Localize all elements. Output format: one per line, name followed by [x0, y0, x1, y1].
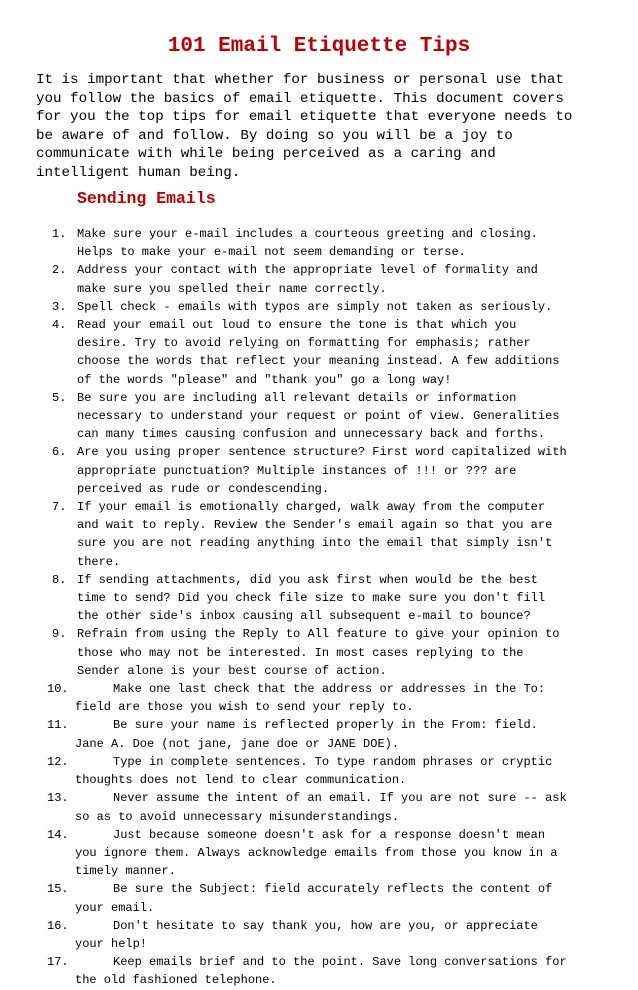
- list-item-line: Spell check - emails with typos are simply not taken as seriously.: [77, 299, 553, 314]
- list-item: [0, 298, 638, 316]
- list-item-line: and wait to reply. Review the Sender's email again so that you are: [77, 518, 553, 533]
- page-title: 101 Email Etiquette Tips: [167, 35, 471, 58]
- list-item-line: Type in complete sentences. To type random phrases or cryptic: [113, 754, 553, 769]
- list-item: [0, 316, 638, 389]
- list-item-line: Sender alone is your best course of action.: [77, 663, 387, 678]
- list-item-line: make sure you spelled their name correctly.: [77, 281, 387, 296]
- intro-line: intelligent human being.: [36, 164, 241, 181]
- list-item: [0, 498, 638, 571]
- list-item-line: so as to avoid unnecessary misunderstandings.: [75, 809, 400, 824]
- tips-list: [0, 225, 638, 990]
- list-item-number: 7.: [52, 500, 67, 515]
- list-item-text: [0, 225, 638, 261]
- list-item-number: 17.: [47, 955, 69, 970]
- list-item-line: Helps to make your e-mail not seem demanding or terse.: [77, 245, 466, 260]
- list-item-number: 11.: [47, 718, 69, 733]
- list-item-line: Be sure the Subject: field accurately reflects the content of: [113, 882, 553, 897]
- list-item-number: 6.: [52, 445, 67, 460]
- list-item-text: [0, 298, 638, 316]
- list-item-line: Jane A. Doe (not jane, jane doe or JANE DOE).: [75, 736, 400, 751]
- list-item: [0, 917, 638, 953]
- list-item-line: Don't hesitate to say thank you, how are you, or appreciate: [113, 918, 538, 933]
- list-item-line: If your email is emotionally charged, walk away from the computer: [77, 500, 546, 515]
- list-item-line: of the words "please" and "thank you" go a long way!: [77, 372, 452, 387]
- intro-line: be aware of and follow. By doing so you will be a joy to: [36, 127, 513, 144]
- list-item-line: Make one last check that the address or addresses in the To:: [113, 682, 546, 697]
- list-item-number: 2.: [52, 263, 67, 278]
- list-item-number: 9.: [52, 627, 67, 642]
- list-item-line: can many times causing confusion and unnecessary back and forths.: [77, 427, 546, 442]
- list-item-line: desire. Try to avoid relying on formatting for emphasis; rather: [77, 336, 531, 351]
- list-item-line: Never assume the intent of an email. If you are not sure -- ask: [113, 791, 567, 806]
- list-item-line: Just because someone doesn't ask for a response doesn't mean: [113, 827, 546, 842]
- list-item: [0, 880, 638, 916]
- list-item: [0, 571, 638, 626]
- list-item-line: Keep emails brief and to the point. Save long conversations for: [113, 955, 567, 970]
- list-item-line: field are those you wish to send your reply to.: [75, 700, 414, 715]
- intro-line: It is important that whether for business or personal use that: [36, 72, 564, 88]
- list-item: [0, 261, 638, 297]
- list-item-line: Make sure your e-mail includes a courteous greeting and closing.: [77, 227, 538, 241]
- list-item-line: Read your email out loud to ensure the tone is that which you: [77, 318, 517, 333]
- list-item-number: 10.: [47, 682, 69, 697]
- list-item-line: sure you are not reading anything into the email that simply isn't: [77, 536, 553, 551]
- list-item-text: [0, 498, 638, 571]
- list-item-text: [0, 571, 638, 626]
- list-item-number: 3.: [52, 299, 67, 314]
- list-item-number: 5.: [52, 390, 67, 405]
- list-item-text: [0, 680, 638, 716]
- list-item-line: your help!: [75, 936, 148, 951]
- list-item-number: 1.: [52, 227, 67, 241]
- list-item-line: thoughts does not lend to clear communication.: [75, 773, 407, 788]
- list-item-line: time to send? Did you check file size to make sure you don't fill: [77, 591, 546, 606]
- list-item-text: [0, 389, 638, 444]
- list-item-text: [0, 261, 638, 297]
- list-item-line: those who may not be interested. In most cases replying to the: [77, 645, 524, 660]
- list-item: [0, 443, 638, 498]
- list-item-line: the other side's inbox causing all subsequent e-mail to bounce?: [77, 609, 531, 624]
- list-item-line: your email.: [75, 900, 155, 915]
- list-item-number: 15.: [47, 882, 69, 897]
- list-item: [0, 953, 638, 989]
- list-item-line: Be sure your name is reflected properly in the From: field.: [113, 718, 538, 733]
- list-item-text: [0, 625, 638, 680]
- list-item-number: 8.: [52, 572, 67, 587]
- intro-line: for you the top tips for email etiquette that everyone needs to: [36, 109, 573, 126]
- list-item: [0, 716, 638, 752]
- list-item-line: the old fashioned telephone.: [75, 973, 277, 988]
- list-item-line: Be sure you are including all relevant details or information: [77, 390, 517, 405]
- list-item-number: 14.: [47, 827, 69, 842]
- list-item-text: [0, 917, 638, 953]
- intro-paragraph: [36, 71, 616, 183]
- list-item-line: timely manner.: [75, 864, 176, 879]
- list-item-text: [0, 443, 638, 498]
- list-item-text: [0, 716, 638, 752]
- list-item-number: 12.: [47, 754, 69, 769]
- list-item-line: necessary to understand your request or point of view. Generalities: [77, 409, 560, 424]
- list-item-line: Address your contact with the appropriate level of formality and: [77, 263, 538, 278]
- list-item-text: [0, 316, 638, 389]
- list-item: [0, 680, 638, 716]
- list-item: [0, 389, 638, 444]
- list-item-text: [0, 826, 638, 881]
- list-item: [0, 625, 638, 680]
- list-item: [0, 826, 638, 881]
- list-item: [0, 753, 638, 789]
- list-item-text: [0, 880, 638, 916]
- list-item-line: appropriate punctuation? Multiple instances of !!! or ??? are: [77, 463, 517, 478]
- list-item-line: Refrain from using the Reply to All feature to give your opinion to: [77, 627, 560, 642]
- list-item: [0, 225, 638, 261]
- intro-line: communicate with while being perceived as a caring and: [36, 146, 496, 163]
- intro-line: you follow the basics of email etiquette. This document covers: [36, 90, 564, 107]
- list-item-number: 4.: [52, 318, 67, 333]
- list-item-line: If sending attachments, did you ask first when would be the best: [77, 572, 538, 587]
- list-item-number: 16.: [47, 918, 69, 933]
- list-item-line: perceived as rude or condescending.: [77, 481, 330, 496]
- list-item-line: Are you using proper sentence structure? First word capitalized with: [77, 445, 567, 460]
- list-item-text: [0, 789, 638, 825]
- list-item-line: there.: [77, 554, 121, 569]
- list-item: [0, 789, 638, 825]
- list-item-text: [0, 753, 638, 789]
- list-item-line: you ignore them. Always acknowledge emails from those you know in a: [75, 845, 558, 860]
- list-item-text: [0, 953, 638, 989]
- section-title-sending-emails: Sending Emails: [77, 189, 216, 208]
- list-item-number: 13.: [47, 791, 69, 806]
- list-item-line: choose the words that reflect your meaning instead. A few additions: [77, 354, 560, 369]
